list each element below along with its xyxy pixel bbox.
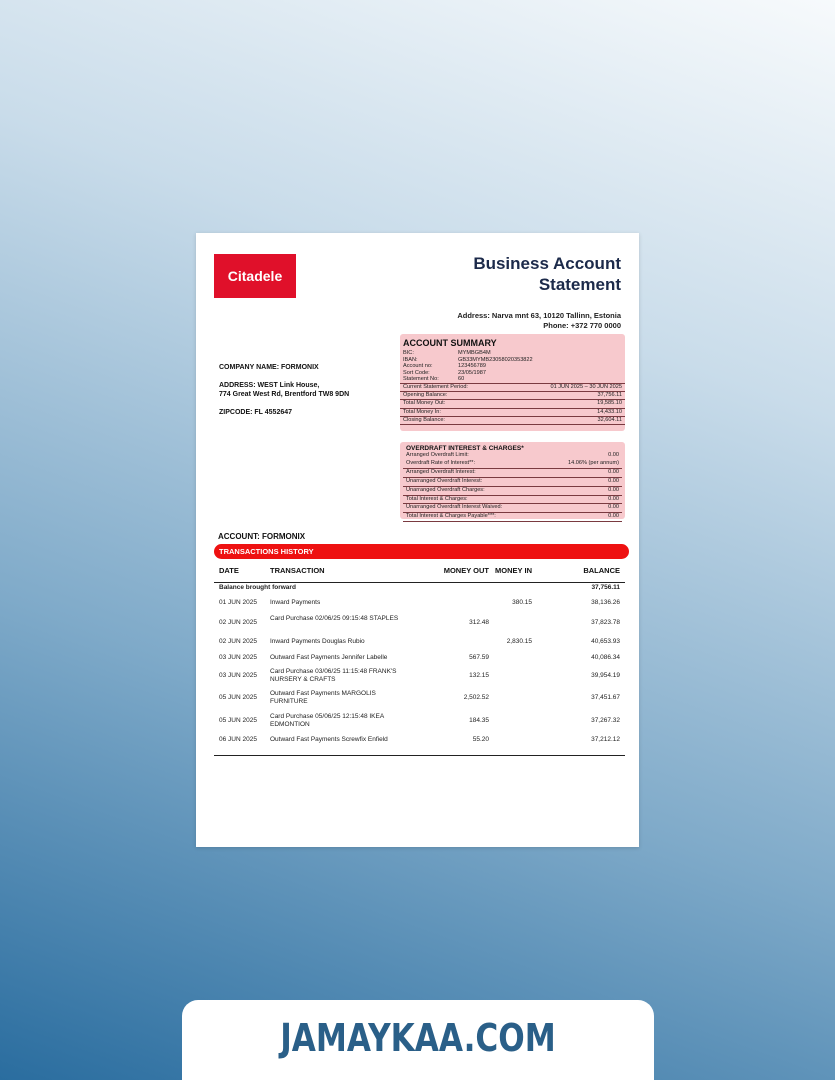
cell-balance: 37,267.32	[591, 717, 620, 724]
overdraft-label: Unarranged Overdraft Interest Waived:	[406, 504, 503, 511]
cell-balance: 37,451.67	[591, 694, 620, 701]
overdraft-label: Overdraft Rate of Interest**:	[406, 459, 476, 466]
overdraft-row	[403, 469, 622, 478]
summary-value: 32,604.11	[597, 416, 622, 423]
logo-text: Citadele	[227, 268, 283, 284]
summary-label: Total Money Out:	[403, 400, 446, 407]
cell-date: 03 JUN 2025	[219, 654, 257, 661]
company-zipcode: ZIPCODE: FL 4552647	[219, 409, 293, 416]
overdraft-value: 0.00	[608, 477, 619, 484]
cell-transaction: Outward Fast Payments MARGOLIS FURNITURE	[270, 690, 376, 705]
detail-value: 60	[458, 376, 465, 383]
bank-address: Address: Narva mnt 63, 10120 Tallinn, Estonia	[457, 311, 621, 320]
cell-transaction: Card Purchase 02/06/25 09:15:48 STAPLES	[270, 615, 399, 622]
summary-label: Total Money In:	[403, 408, 441, 415]
summary-row	[400, 399, 625, 407]
detail-label: Sort Code:	[403, 369, 430, 376]
overdraft-row	[403, 496, 622, 505]
account-summary-panel	[400, 334, 625, 431]
overdraft-row	[403, 460, 622, 469]
overdraft-row	[403, 478, 622, 487]
account-label: ACCOUNT: FORMONIX	[218, 532, 306, 541]
title-line1: Business Account	[473, 254, 621, 273]
overdraft-label: Arranged Overdraft Limit:	[406, 452, 469, 458]
cell-money-in: 2,830.15	[506, 638, 532, 645]
cell-balance: 37,212.12	[591, 736, 620, 743]
cell-balance: 40,086.34	[591, 654, 620, 661]
cell-money-out: 184.35	[469, 717, 489, 724]
summary-detail-row	[400, 363, 625, 370]
watermark-text: JAMAYKAA.COM	[280, 1016, 556, 1060]
summary-label: Opening Balance:	[403, 392, 448, 399]
cell-date: 02 JUN 2025	[219, 619, 257, 626]
cell-transaction: Card Purchase 05/06/25 12:15:48 IKEA EDMONTION	[270, 713, 384, 728]
cell-money-out: 132.15	[469, 672, 489, 679]
overdraft-row	[403, 452, 622, 460]
summary-value: 37,756.11	[597, 392, 622, 399]
overdraft-value: 0.00	[608, 495, 619, 502]
brought-forward-balance: 37,756.11	[591, 584, 620, 591]
overdraft-panel	[400, 442, 625, 519]
summary-row	[400, 391, 625, 399]
summary-value: 01 JUN 2025 – 30 JUN 2025	[550, 383, 622, 390]
header-balance: BALANCE	[583, 566, 620, 575]
summary-detail-row	[400, 370, 625, 377]
cell-date: 05 JUN 2025	[219, 717, 257, 724]
summary-detail-row	[400, 357, 625, 364]
detail-label: IBAN:	[403, 356, 418, 363]
summary-row	[400, 408, 625, 416]
cell-transaction: Inward Payments	[270, 599, 321, 606]
watermark-banner	[182, 1000, 654, 1080]
cell-date: 01 JUN 2025	[219, 599, 257, 606]
overdraft-value: 0.00	[608, 513, 619, 520]
cell-date: 03 JUN 2025	[219, 672, 257, 679]
cell-transaction: Outward Fast Payments Screwfix Enfield	[270, 736, 388, 743]
table-bottom-rule	[214, 755, 625, 756]
summary-row	[400, 416, 625, 425]
detail-value: MYMBGB4M	[458, 350, 491, 356]
overdraft-value: 0.00	[608, 486, 619, 493]
header-money-out: MONEY OUT	[443, 566, 489, 575]
overdraft-title: OVERDRAFT INTEREST & CHARGES*	[406, 445, 524, 452]
header-date: DATE	[219, 566, 239, 575]
cell-money-out: 2,502.52	[463, 694, 489, 701]
overdraft-label: Unarranged Overdraft Interest:	[406, 477, 483, 484]
account-summary-title: ACCOUNT SUMMARY	[403, 338, 497, 348]
header-money-in: MONEY IN	[495, 566, 532, 575]
overdraft-value: 0.00	[608, 468, 619, 475]
detail-label: Account no:	[403, 363, 433, 370]
summary-value: 19,585.10	[597, 400, 622, 407]
document-title	[473, 253, 621, 295]
title-line2: Statement	[538, 275, 621, 294]
detail-label: Statement No:	[403, 376, 439, 383]
overdraft-label: Arranged Overdraft Interest:	[406, 468, 476, 475]
cell-transaction: Card Purchase 03/06/25 11:15:48 FRANK'S NURSERY & CRAFTS	[270, 668, 397, 683]
cell-money-out: 55.20	[472, 736, 489, 743]
company-name: COMPANY NAME: FORMONIX	[219, 364, 319, 371]
company-address-line2: 774 Great West Rd, Brentford TW8 9DN	[219, 391, 350, 398]
summary-label: Closing Balance:	[403, 416, 445, 423]
transactions-header	[214, 562, 625, 583]
overdraft-row	[403, 487, 622, 496]
summary-detail-row	[400, 376, 625, 383]
detail-value: GB33MYMB23058020353822	[458, 356, 533, 363]
brought-forward-label: Balance brought forward	[219, 584, 296, 591]
statement-document	[196, 233, 639, 847]
overdraft-label: Total Interest & Charges:	[406, 495, 468, 502]
cell-date: 05 JUN 2025	[219, 694, 257, 701]
bank-logo	[214, 254, 296, 298]
summary-label: Current Statement Period:	[403, 383, 468, 390]
bank-contact	[457, 311, 621, 331]
cell-transaction: Outward Fast Payments Jennifer Labelle	[270, 654, 388, 661]
overdraft-row	[403, 504, 622, 513]
overdraft-value: 0.00	[608, 452, 619, 458]
cell-money-out: 312.48	[469, 619, 489, 626]
company-address-line1: ADDRESS: WEST Link House,	[219, 382, 320, 389]
overdraft-value: 14.06% (per annum)	[568, 459, 619, 466]
overdraft-value: 0.00	[608, 504, 619, 511]
header-transaction: TRANSACTION	[270, 566, 325, 575]
overdraft-row	[403, 513, 622, 522]
overdraft-label: Unarranged Overdraft Charges:	[406, 486, 485, 493]
cell-money-in: 380.15	[512, 599, 532, 606]
bank-phone: Phone: +372 770 0000	[543, 321, 621, 330]
transactions-history-bar: TRANSACTIONS HISTORY	[214, 544, 629, 559]
cell-transaction: Inward Payments Douglas Rubio	[270, 638, 365, 645]
summary-row	[400, 383, 625, 391]
summary-detail-row	[400, 350, 625, 357]
cell-date: 02 JUN 2025	[219, 638, 257, 645]
cell-money-out: 567.59	[469, 654, 489, 661]
cell-balance: 38,136.26	[591, 599, 620, 606]
detail-value: 123456789	[458, 363, 486, 370]
overdraft-label: Total Interest & Charges Payable***:	[406, 513, 496, 520]
cell-balance: 39,954.19	[591, 672, 620, 679]
detail-label: BIC:	[403, 350, 414, 356]
summary-value: 14,433.10	[597, 408, 622, 415]
detail-value: 23/05/1987	[458, 369, 486, 376]
cell-balance: 37,823.78	[591, 619, 620, 626]
cell-date: 06 JUN 2025	[219, 736, 257, 743]
cell-balance: 40,653.93	[591, 638, 620, 645]
company-info	[219, 363, 349, 417]
